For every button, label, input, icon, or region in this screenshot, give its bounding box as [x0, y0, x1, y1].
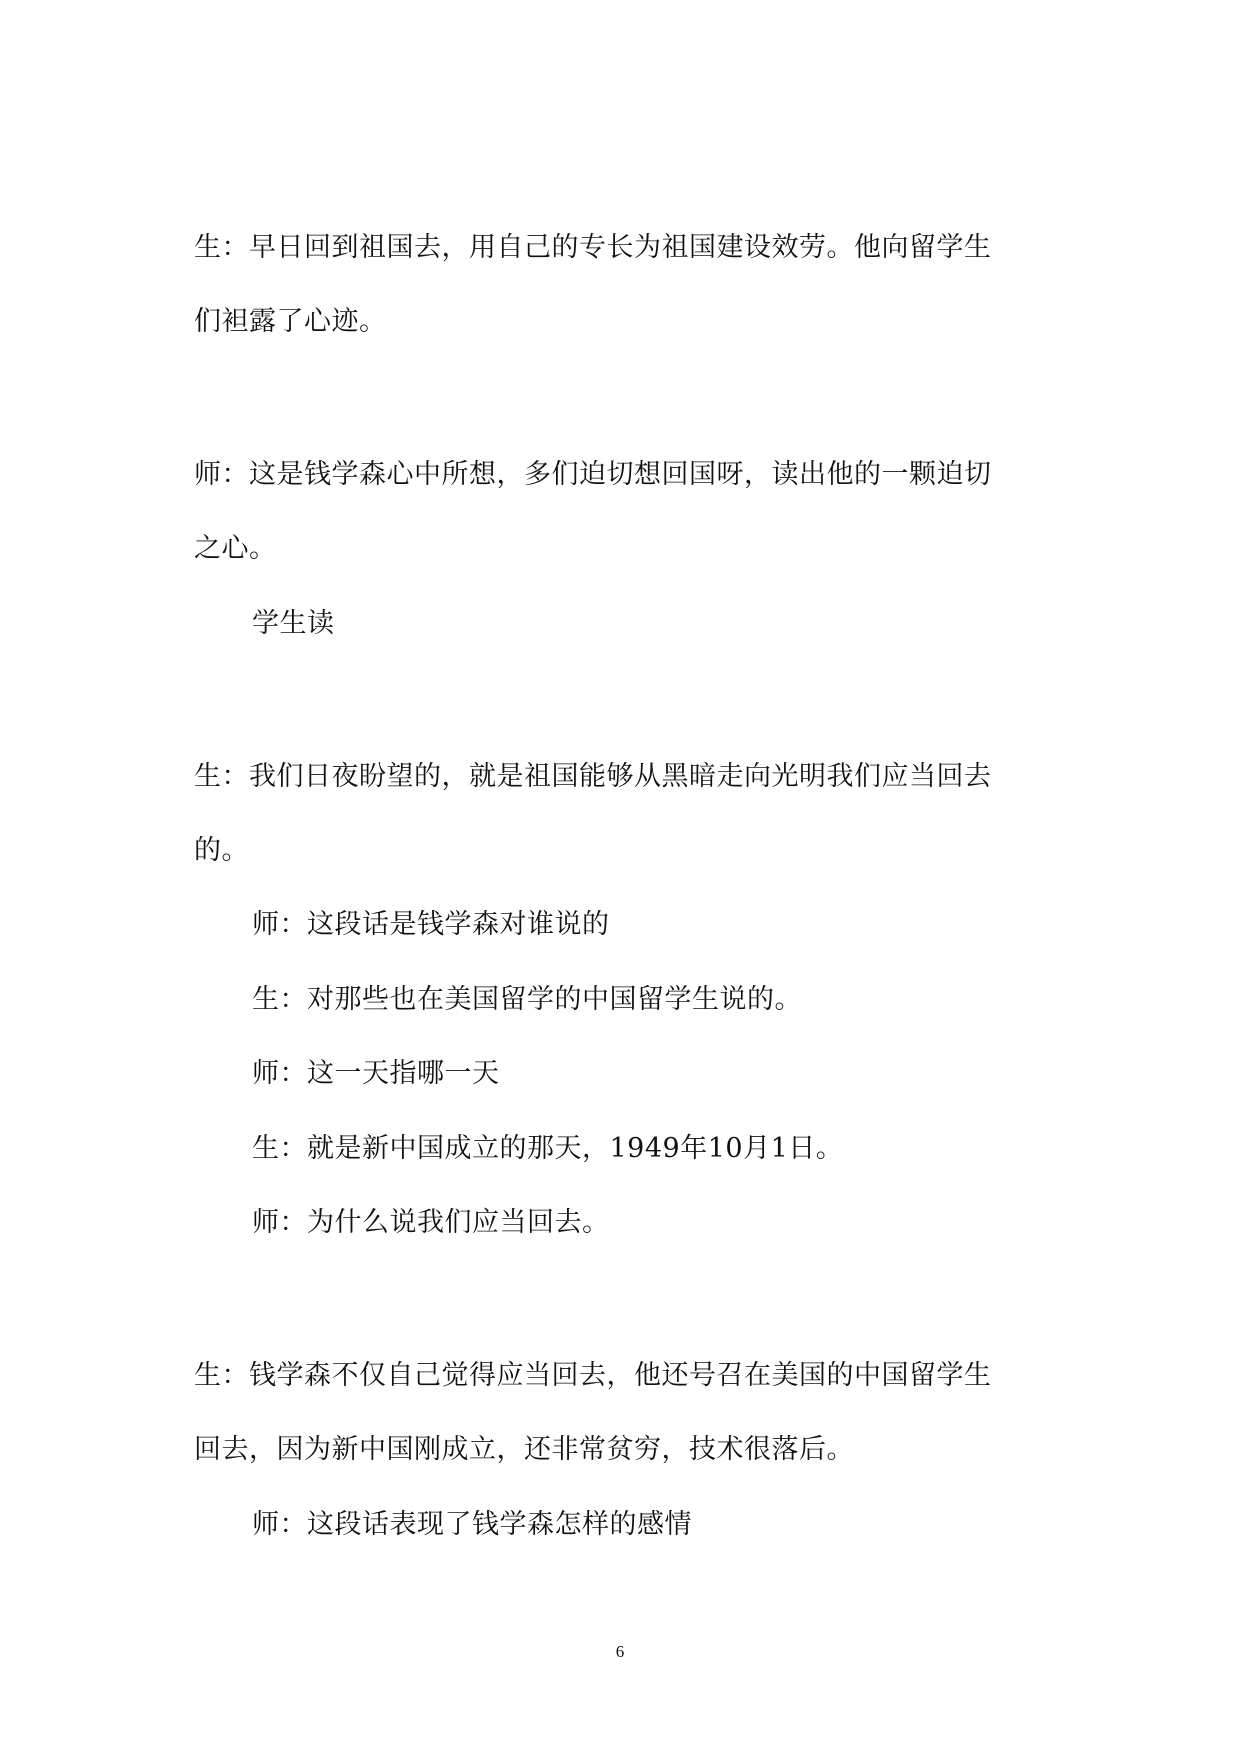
paragraph-line: 生：我们日夜盼望的，就是祖国能够从黑暗走向光明我们应当回去 [194, 761, 992, 792]
paragraph-line: 的。 [194, 835, 249, 866]
paragraph-line: 生：钱学森不仅自己觉得应当回去，他还号召在美国的中国留学生 [194, 1360, 992, 1391]
paragraph-line: 回去，因为新中国刚成立，还非常贫穷，技术很落后。 [194, 1434, 854, 1465]
page-number: 6 [615, 1642, 625, 1661]
paragraph-line: 学生读 [252, 608, 335, 639]
paragraph-line: 师：这一天指哪一天 [252, 1058, 500, 1089]
paragraph-line: 生：对那些也在美国留学的中国留学生说的。 [252, 984, 802, 1015]
paragraph-line: 师：这段话表现了钱学森怎样的感情 [252, 1509, 692, 1540]
paragraph-line: 生：早日回到祖国去，用自己的专长为祖国建设效劳。他向留学生 [194, 232, 992, 263]
paragraph-line: 师：这段话是钱学森对谁说的 [252, 909, 610, 940]
paragraph-line: 师：这是钱学森心中所想，多们迫切想回国呀，读出他的一颗迫切 [194, 459, 992, 490]
paragraph-line: 们袒露了心迹。 [194, 306, 387, 337]
paragraph-line: 之心。 [194, 533, 277, 564]
paragraph-line: 师：为什么说我们应当回去。 [252, 1207, 610, 1238]
paragraph-line: 生：就是新中国成立的那天，1949年10月1日。 [252, 1133, 844, 1164]
